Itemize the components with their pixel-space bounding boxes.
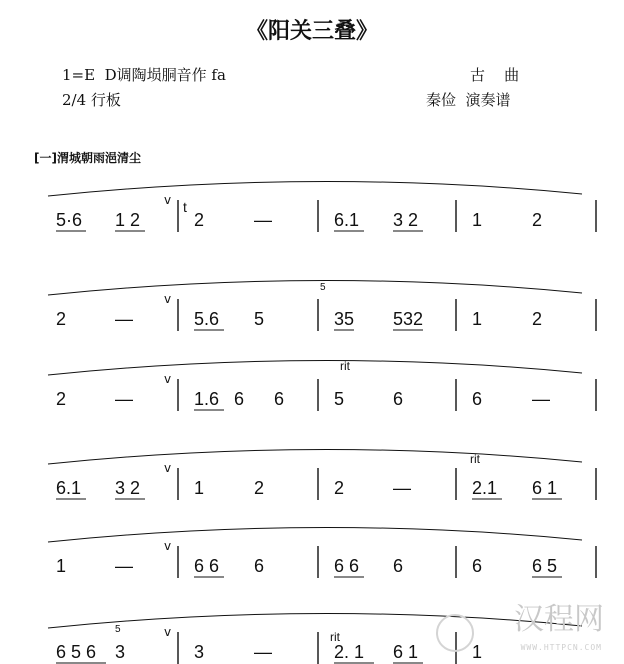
breath-mark: v bbox=[164, 372, 172, 386]
grace-note: 5 bbox=[115, 624, 121, 635]
note: 2 bbox=[532, 309, 543, 329]
note: 5 bbox=[254, 309, 265, 329]
breath-mark: v bbox=[164, 625, 172, 639]
note: — bbox=[532, 389, 550, 409]
note: 6 bbox=[274, 389, 285, 409]
watermark-logo bbox=[436, 614, 474, 652]
slur bbox=[48, 360, 582, 375]
note: 6 6 bbox=[334, 556, 360, 576]
arranger-credit: 秦俭 演奏谱 bbox=[426, 91, 511, 109]
note: 2 bbox=[194, 210, 205, 230]
note: — bbox=[254, 642, 272, 662]
note: 1 bbox=[472, 210, 483, 230]
breath-mark: v bbox=[164, 292, 172, 306]
note: 1 bbox=[472, 642, 483, 662]
note: 1 bbox=[472, 309, 483, 329]
note: 6.1 bbox=[56, 478, 82, 498]
rit-mark: rit bbox=[330, 630, 340, 644]
note: 2 bbox=[56, 389, 67, 409]
note: 3 bbox=[115, 642, 126, 662]
breath-mark: v bbox=[164, 193, 172, 207]
note: 2 bbox=[334, 478, 345, 498]
note: 3 bbox=[194, 642, 205, 662]
slur bbox=[48, 280, 582, 295]
watermark-text: 汉程网 bbox=[514, 602, 604, 637]
slur bbox=[48, 181, 582, 196]
note: 6 1 bbox=[393, 642, 419, 662]
note: 6 bbox=[472, 556, 483, 576]
note: 6 bbox=[472, 389, 483, 409]
rit-mark: rit bbox=[340, 359, 350, 373]
note: 6.1 bbox=[334, 210, 360, 230]
meter-tempo: 2/4 行板 bbox=[62, 91, 121, 109]
note: 1 bbox=[56, 556, 67, 576]
note: — bbox=[254, 210, 272, 230]
slur bbox=[48, 613, 582, 628]
note: — bbox=[115, 389, 133, 409]
breath-mark: v bbox=[164, 539, 172, 553]
note: 1 bbox=[194, 478, 205, 498]
note: 2 bbox=[56, 309, 67, 329]
note: 2. 1 bbox=[334, 642, 365, 662]
note: 35 bbox=[334, 309, 355, 329]
note: 532 bbox=[393, 309, 424, 329]
tremolo-mark: t bbox=[183, 199, 187, 215]
note: — bbox=[393, 478, 411, 498]
note: 6 5 6 bbox=[56, 642, 97, 662]
breath-mark: v bbox=[164, 461, 172, 475]
slur bbox=[48, 449, 582, 464]
note: 2 bbox=[532, 210, 543, 230]
grace-note: 5 bbox=[320, 282, 326, 293]
note: 6 bbox=[393, 556, 404, 576]
note: 1 2 bbox=[115, 210, 141, 230]
watermark-url: WWW.HTTPCN.COM bbox=[520, 643, 602, 652]
key-signature: 1=E D调陶埙胴音作 fa bbox=[62, 66, 226, 84]
origin-label: 古 曲 bbox=[470, 66, 520, 84]
section-heading: [一]渭城朝雨浥清尘 bbox=[34, 151, 141, 165]
score-title: 《阳关三叠》 bbox=[245, 18, 378, 44]
note: 2.1 bbox=[472, 478, 498, 498]
slur bbox=[48, 527, 582, 542]
note: 5·6 bbox=[56, 210, 83, 230]
note: — bbox=[115, 309, 133, 329]
note: — bbox=[115, 556, 133, 576]
note: 1.6 bbox=[194, 389, 220, 409]
note: 6 1 bbox=[532, 478, 558, 498]
note: 6 bbox=[393, 389, 404, 409]
note: 5.6 bbox=[194, 309, 220, 329]
note: 6 bbox=[254, 556, 265, 576]
note: 6 6 bbox=[194, 556, 220, 576]
note: 6 5 bbox=[532, 556, 558, 576]
note: 3 2 bbox=[115, 478, 141, 498]
rit-mark: rit bbox=[470, 452, 480, 466]
note: 5 bbox=[334, 389, 345, 409]
score-systems bbox=[48, 181, 596, 664]
note: 3 2 bbox=[393, 210, 419, 230]
note: 6 bbox=[234, 389, 245, 409]
note: 2 bbox=[254, 478, 265, 498]
